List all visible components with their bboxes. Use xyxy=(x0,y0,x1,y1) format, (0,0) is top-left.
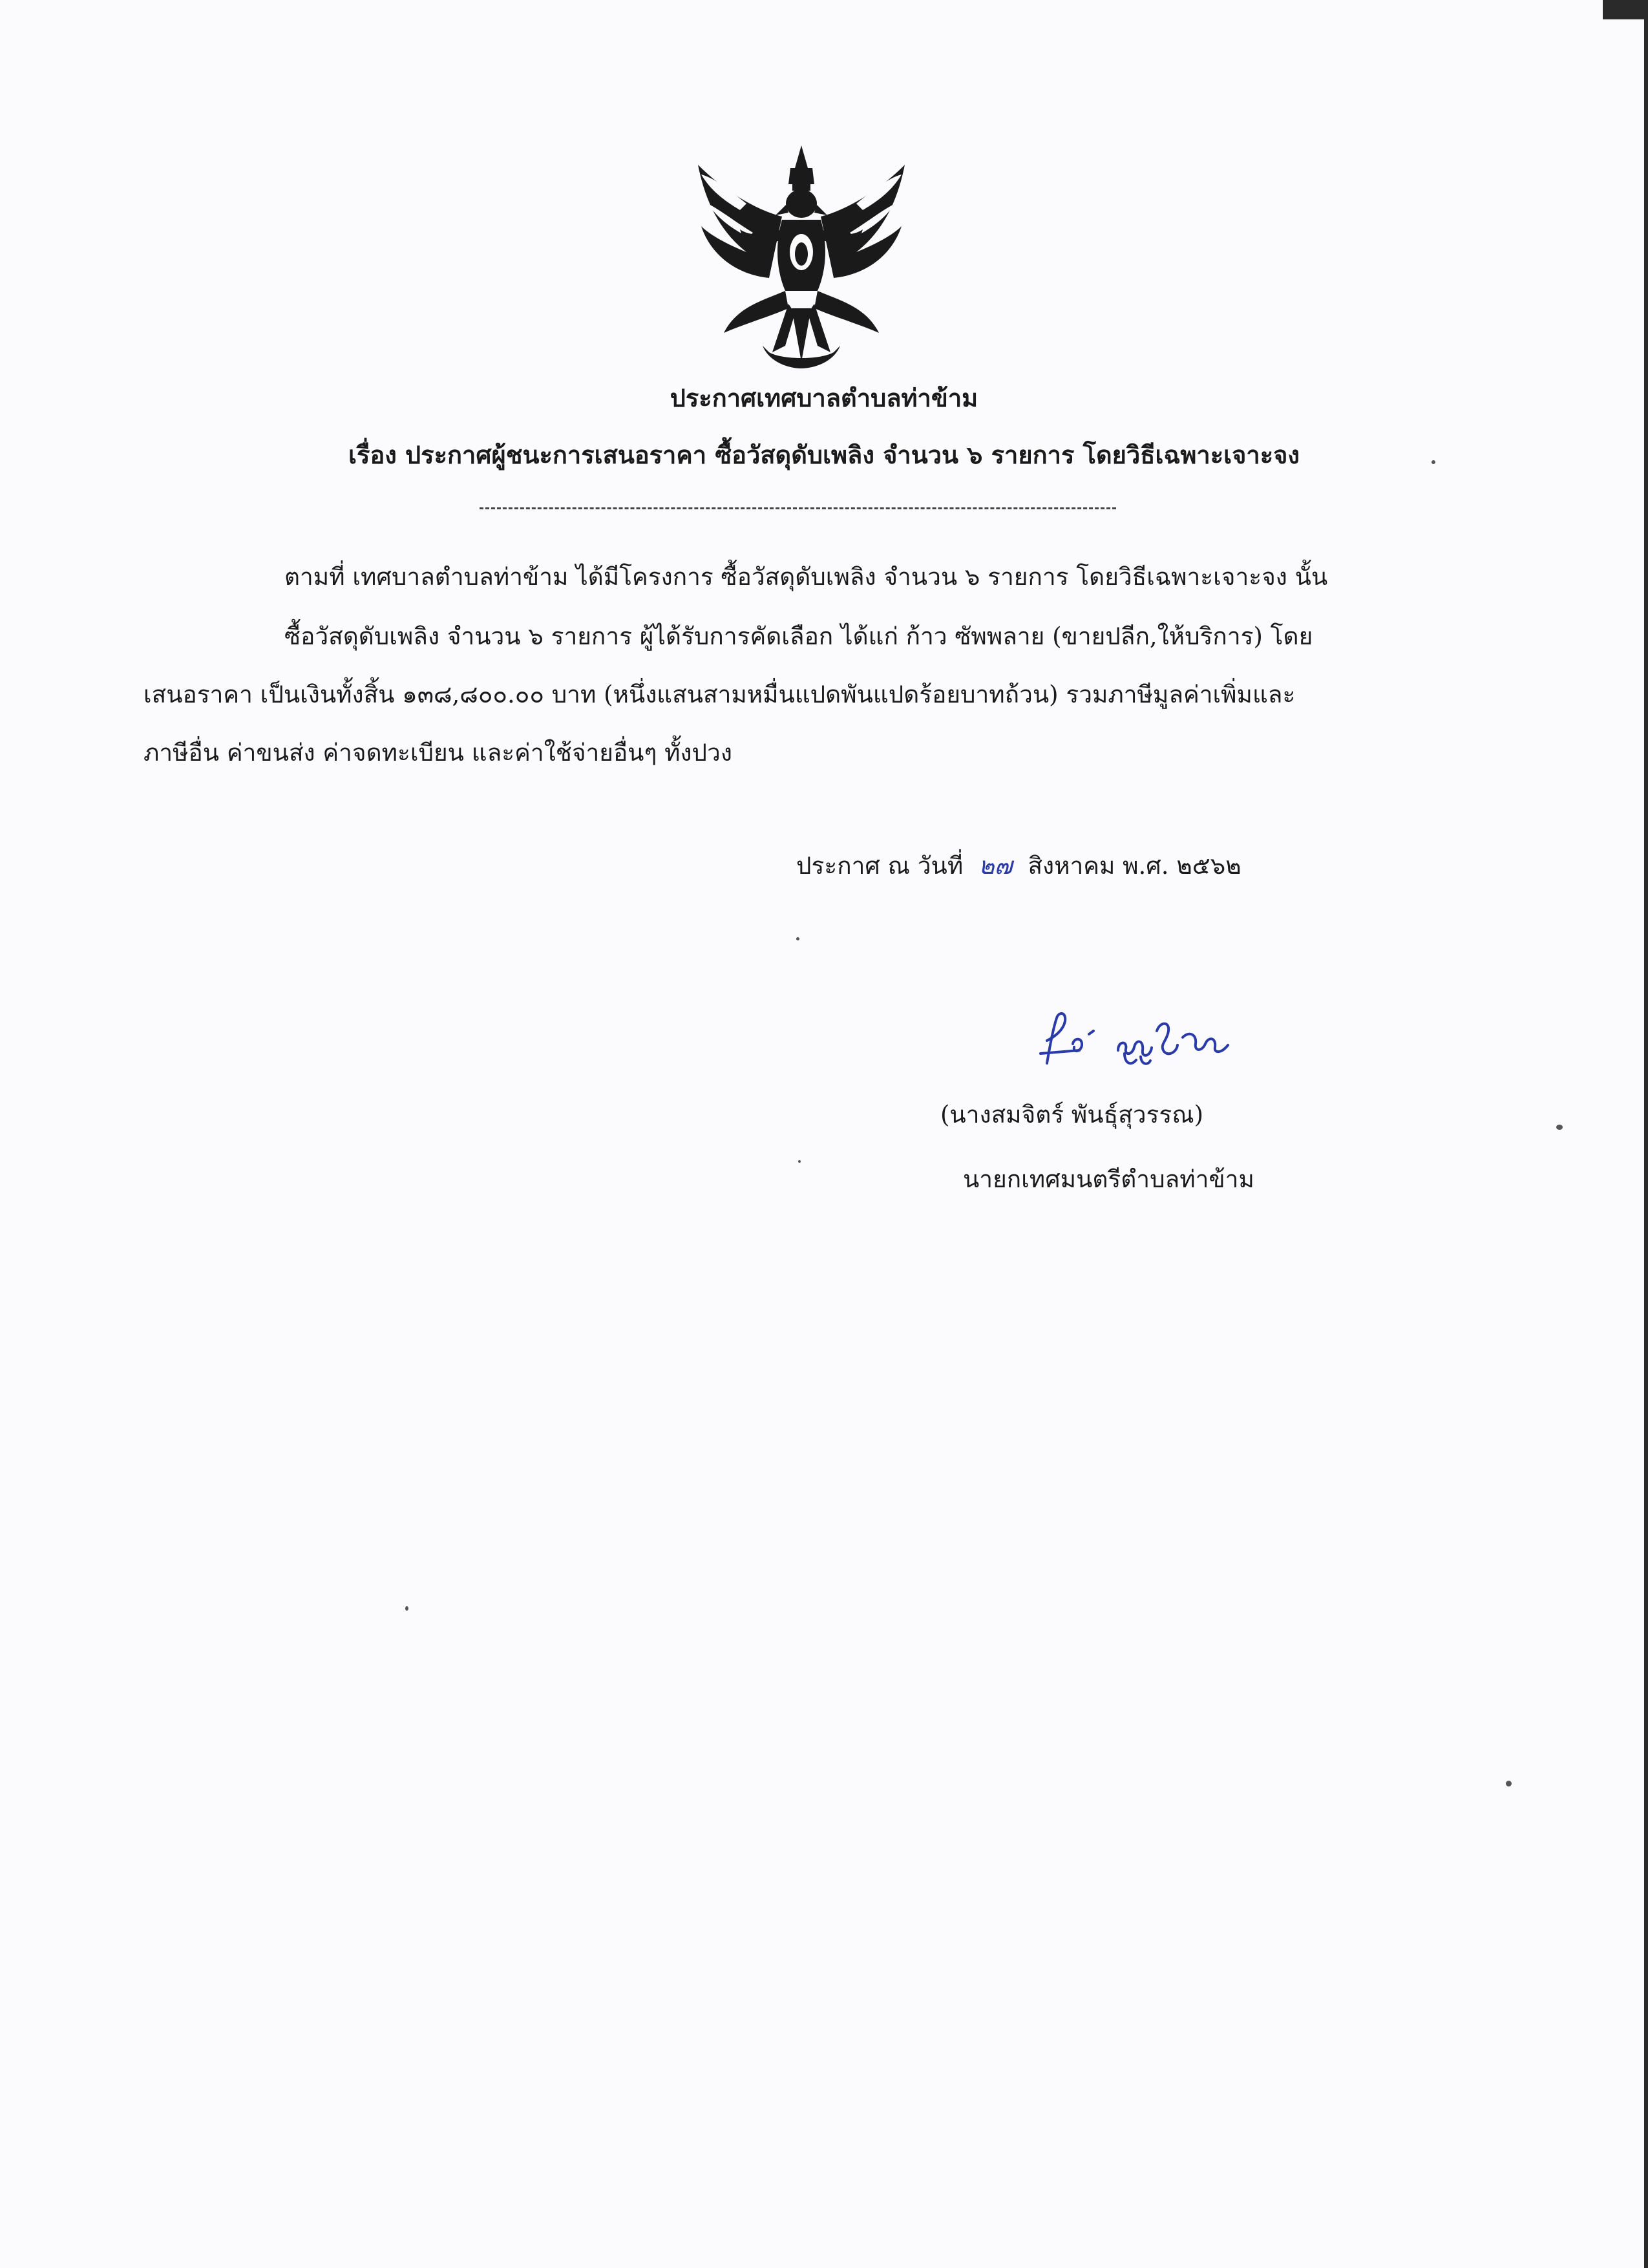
body-line-1: ตามที่ เทศบาลตำบลท่าข้าม ได้มีโครงการ ซื้อวัสดุดับเพลิง จำนวน ๖ รายการ โดยวิธีเฉพาะเจาะจง นั้น xyxy=(284,563,1328,591)
garuda-emblem-icon xyxy=(685,139,918,378)
scan-border-right xyxy=(1644,0,1648,2268)
scan-speck xyxy=(1556,1125,1563,1130)
body-line-2: ซื้อวัสดุดับเพลิง จำนวน ๖ รายการ ผู้ได้รับการคัดเลือก ได้แก่ ก้าว ซัพพลาย (ขายปลีก,ให้บริการ) โดย xyxy=(284,622,1313,650)
signatory-position: นายกเทศมนตรีตำบลท่าข้าม xyxy=(963,1165,1254,1193)
scan-speck xyxy=(796,937,799,940)
scan-border-top xyxy=(1603,0,1648,19)
divider-line xyxy=(480,507,1116,509)
signatory-name: (นางสมจิตร์ พันธุ์สุวรรณ) xyxy=(940,1101,1204,1129)
handwritten-signature xyxy=(1028,992,1241,1089)
date-prefix: ประกาศ ณ วันที่ xyxy=(796,852,964,880)
scan-speck xyxy=(405,1606,408,1611)
scan-speck xyxy=(798,1160,801,1163)
scan-speck xyxy=(1506,1781,1512,1786)
announcement-date xyxy=(796,847,1241,885)
scan-speck xyxy=(1431,460,1435,464)
date-suffix: สิงหาคม พ.ศ. ๒๕๖๒ xyxy=(1028,852,1241,880)
announcement-title: ประกาศเทศบาลตำบลท่าข้าม xyxy=(670,383,978,412)
date-day-handwritten: ๒๗ xyxy=(978,852,1013,880)
body-line-4: ภาษีอื่น ค่าขนส่ง ค่าจดทะเบียน และค่าใช้จ่ายอื่นๆ ทั้งปวง xyxy=(143,739,732,767)
body-line-3: เสนอราคา เป็นเงินทั้งสิ้น ๑๓๘,๘๐๐.๐๐ บาท (หนึ่งแสนสามหมื่นแปดพันแปดร้อยบาทถ้วน) รวมภาษีมูลค่าเพิ่มและ xyxy=(143,681,1296,708)
announcement-subject: เรื่อง ประกาศผู้ชนะการเสนอราคา ซื้อวัสดุดับเพลิง จำนวน ๖ รายการ โดยวิธีเฉพาะเจาะจง xyxy=(348,440,1300,469)
